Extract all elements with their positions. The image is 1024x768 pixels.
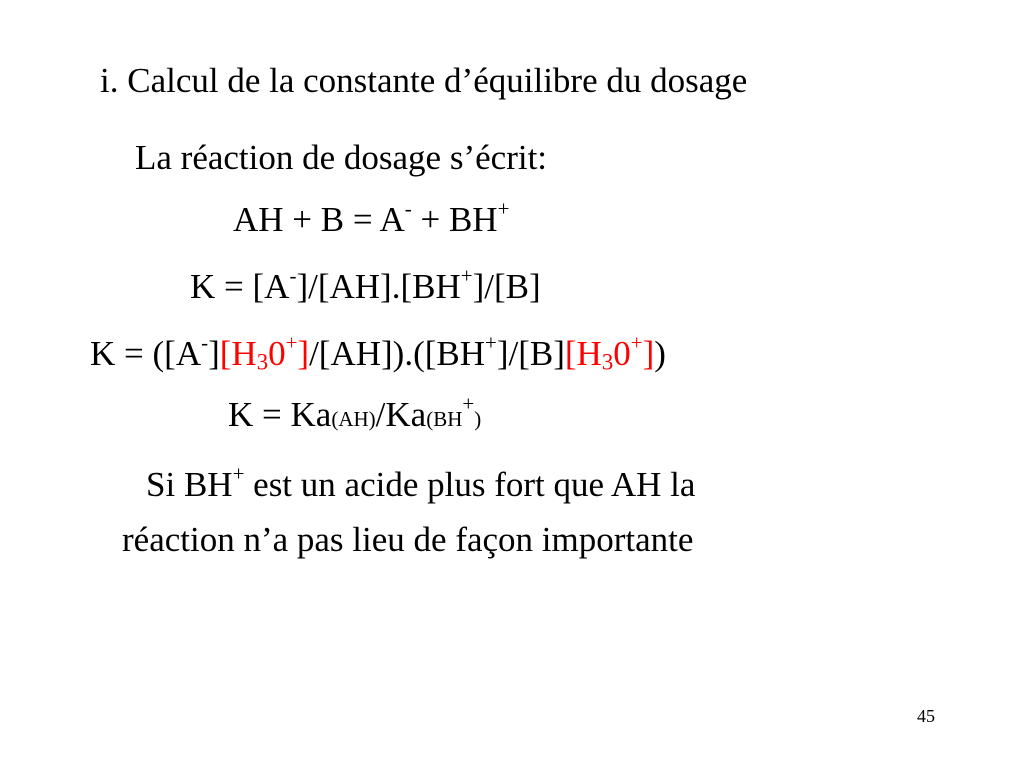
- eq4-sup: +: [462, 391, 475, 416]
- eq4-part: /Ka: [375, 395, 427, 434]
- eq3-part: ): [654, 334, 666, 373]
- eq2-part: K = [A: [190, 267, 290, 306]
- note1-part: Si BH: [146, 465, 233, 504]
- hydronium-term-highlight: [564, 330, 655, 375]
- equilibrium-constant-expression: [190, 263, 541, 306]
- page-number: 45: [917, 706, 935, 726]
- conclusion-text-line-2: réaction n’a pas lieu de façon importante: [122, 520, 694, 559]
- eq3-part: /[AH]).([BH: [309, 334, 486, 373]
- note1-sup: +: [232, 461, 245, 486]
- hydronium-term-highlight: [219, 330, 310, 375]
- h3o-open: [H: [219, 334, 257, 373]
- eq1-part: + BH: [411, 200, 498, 239]
- eq2-sup: +: [460, 263, 473, 288]
- eq2-sup: -: [289, 263, 297, 288]
- conclusion-text-line-1: [146, 461, 696, 504]
- eq4-subscript: ): [474, 407, 482, 431]
- note1-part: est un acide plus fort que AH la: [244, 465, 696, 504]
- eq3-part: K = ([A: [90, 334, 202, 373]
- h3o-open: [H: [564, 334, 602, 373]
- eq4-subscript: (AH): [331, 407, 376, 431]
- h3o-close: ]: [297, 334, 310, 373]
- h3o-sub: 3: [601, 349, 614, 375]
- eq2-part: ]/[AH].[BH: [296, 267, 461, 306]
- intro-text: La réaction de dosage s’écrit:: [135, 138, 548, 177]
- eq1-sup: +: [497, 196, 510, 221]
- h3o-sup: +: [285, 330, 298, 355]
- eq4-subscript: (BH: [426, 407, 463, 431]
- h3o-mid: 0: [613, 334, 631, 373]
- eq4-part: K = Ka: [228, 395, 332, 434]
- h3o-sup: +: [630, 330, 643, 355]
- eq3-part: ]: [208, 334, 220, 373]
- h3o-close: ]: [642, 334, 655, 373]
- eq3-sup: +: [485, 330, 497, 355]
- eq3-part: ]/[B]: [496, 334, 565, 373]
- ka-ratio-expression: [228, 391, 482, 434]
- eq1-part: AH + B = A: [233, 200, 405, 239]
- eq1-sup: -: [404, 196, 412, 221]
- h3o-mid: 0: [268, 334, 286, 373]
- h3o-sub: 3: [256, 349, 269, 375]
- expanded-constant-expression: [90, 330, 666, 375]
- slide-title: i. Calcul de la constante d’équilibre du dosage: [100, 61, 748, 100]
- eq2-part: ]/[B]: [472, 267, 541, 306]
- reaction-equation: [233, 196, 510, 239]
- eq3-sup: -: [201, 330, 209, 355]
